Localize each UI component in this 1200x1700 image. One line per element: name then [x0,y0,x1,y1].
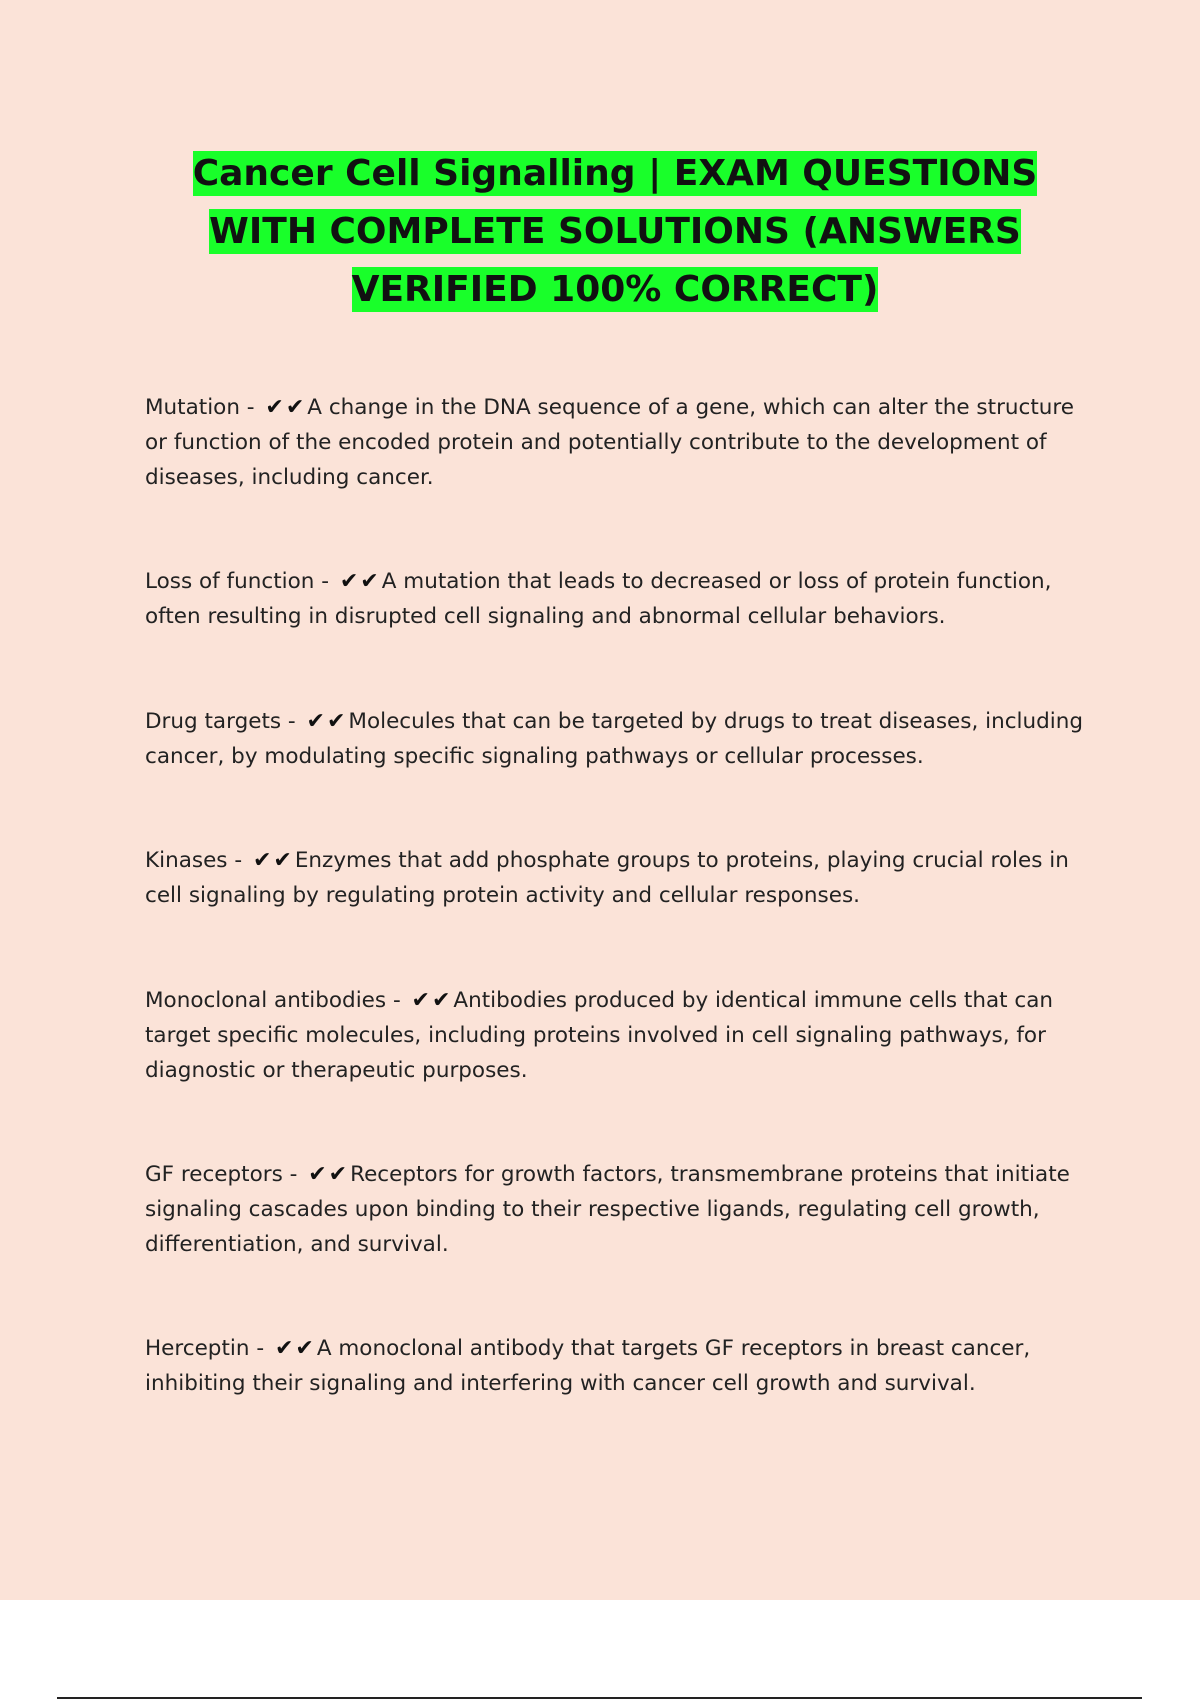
list-item [145,983,1095,1088]
separator: - [314,569,336,594]
checkmark-icon: ✔ [339,569,359,594]
separator: - [227,848,249,873]
list-item [145,704,1095,774]
checkmark-icon: ✔ [431,988,451,1013]
entry-term: Loss of function [145,569,315,594]
document-title: Cancer Cell Signalling | EXAM QUESTIONS WITH COMPLETE SOLUTIONS (ANSWERS VERIFIED 100% CORRECT) [192,153,1038,310]
list-item [145,1331,1095,1401]
checkmark-icon: ✔ [273,848,292,873]
checkmark-icon: ✔ [306,709,325,734]
entry-definition: Antibodies produced by identical immune cells that can target specific molecules, including proteins involved in cell signaling pathways, for diagnostic or therapeutic purposes. [145,988,1054,1083]
list-item [145,564,1095,634]
entry-term: Herceptin [145,1336,250,1361]
checkmark-icon: ✔ [252,848,272,873]
footer-divider [57,1697,1142,1699]
list-item [145,390,1095,495]
separator: - [249,1336,271,1361]
checkmark-icon: ✔ [265,395,284,420]
checkmark-icon: ✔ [360,569,379,594]
checkmark-icon: ✔ [285,395,305,420]
entry-term: Drug targets [145,709,282,734]
separator: - [282,1162,305,1187]
checkmark-icon: ✔ [308,1162,327,1187]
entry-term: GF receptors [145,1162,283,1187]
entry-definition: Enzymes that add phosphate groups to proteins, playing crucial roles in cell signaling by regulating protein activity and cellular responses. [145,848,1069,908]
entry-definition: Receptors for growth factors, transmembrane proteins that initiate signaling cascades upon binding to their respective ligands, regulating cell growth, differentiation, and survival. [145,1162,1070,1257]
list-item [145,1157,1095,1262]
checkmark-icon: ✔ [295,1336,314,1361]
entry-definition: A mutation that leads to decreased or loss of protein function, often resulting in disrupted cell signaling and abnormal cellular behaviors. [145,569,1052,629]
title-container [140,145,1090,319]
entry-definition: Molecules that can be targeted by drugs to treat diseases, including cancer, by modulating specific signaling pathways or cellular processes. [145,709,1084,769]
separator: - [281,709,303,734]
checkmark-icon: ✔ [274,1336,294,1361]
checkmark-icon: ✔ [328,1162,348,1187]
separator: - [239,395,262,420]
entry-term: Mutation [145,395,240,420]
entry-term: Monoclonal antibodies [145,988,387,1013]
entry-term: Kinases [145,848,228,873]
entry-definition: A monoclonal antibody that targets GF receptors in breast cancer, inhibiting their signaling and interfering with cancer cell growth and survival. [145,1336,1031,1396]
checkmark-icon: ✔ [411,988,430,1013]
separator: - [386,988,408,1013]
entry-definition: A change in the DNA sequence of a gene, which can alter the structure or function of the encoded protein and potentially contribute to the development of diseases, including cancer. [145,395,1075,490]
list-item [145,843,1095,913]
checkmark-icon: ✔ [326,709,346,734]
